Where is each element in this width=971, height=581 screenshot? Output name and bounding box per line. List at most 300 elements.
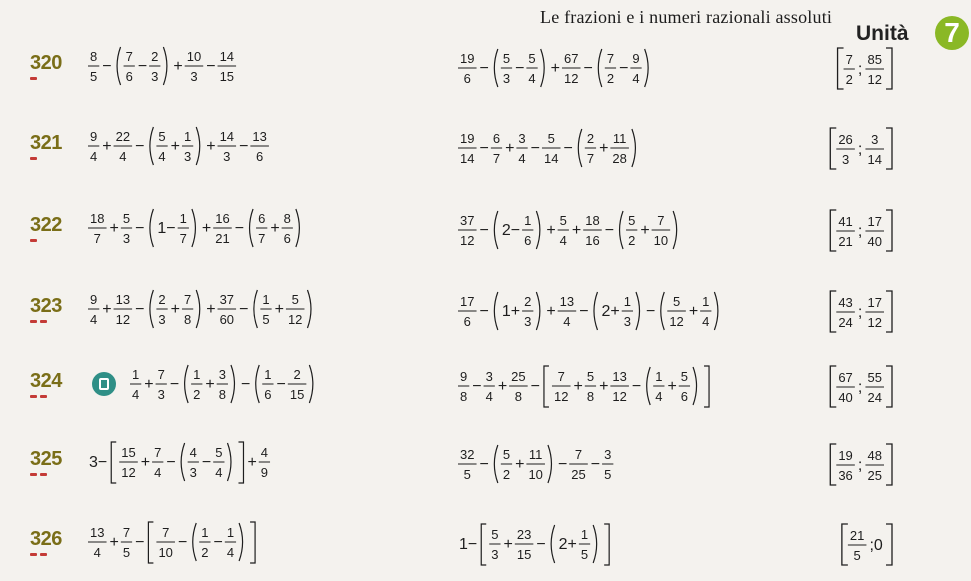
expr-a-fraction xyxy=(178,211,189,246)
close-paren xyxy=(693,367,697,405)
numerator: 2 xyxy=(293,367,301,382)
open-paren xyxy=(594,292,598,330)
denominator: 24 xyxy=(867,390,882,405)
numerator: 3 xyxy=(485,369,493,384)
close-bracket xyxy=(250,522,255,563)
expr-b-fraction xyxy=(585,131,596,166)
denominator: 21 xyxy=(215,231,230,246)
open-paren xyxy=(250,209,254,247)
close-paren xyxy=(645,49,649,87)
numerator: 5 xyxy=(215,445,223,460)
operator: + xyxy=(109,220,119,237)
expression-b xyxy=(458,445,613,483)
numerator: 2 xyxy=(151,49,159,64)
expr-a-fraction xyxy=(130,367,141,402)
exercise-326 xyxy=(88,522,892,565)
close-paren xyxy=(536,211,540,249)
denominator: 5 xyxy=(853,548,861,563)
open-paren xyxy=(620,211,624,249)
expr-a-fraction xyxy=(199,525,210,560)
denominator: 5 xyxy=(604,467,612,482)
numerator: 19 xyxy=(460,131,475,146)
denominator: 3 xyxy=(502,71,511,86)
denominator: 25 xyxy=(571,467,586,482)
numerator: 2 xyxy=(524,294,532,309)
numerator: 1 xyxy=(183,129,192,144)
operator: − xyxy=(234,220,245,237)
close-paren xyxy=(192,209,196,247)
denominator: 7 xyxy=(93,231,101,246)
answer-fraction xyxy=(865,132,884,167)
operator: ; xyxy=(857,304,863,321)
denominator: 5 xyxy=(463,467,471,482)
answer-fraction xyxy=(865,448,884,483)
numerator: 13 xyxy=(559,294,575,309)
denominator: 12 xyxy=(287,312,303,327)
expr-a-fraction xyxy=(218,129,237,164)
numerator: 9 xyxy=(632,51,640,66)
numerator: 4 xyxy=(189,445,197,460)
numerator: 8 xyxy=(283,211,291,226)
answer-fraction xyxy=(836,214,855,249)
operator: − xyxy=(530,378,541,395)
denominator: 3 xyxy=(122,231,131,246)
expr-a-fraction xyxy=(213,445,224,480)
operator: − xyxy=(201,454,212,471)
numerator: 13 xyxy=(612,369,627,384)
expr-b-fraction xyxy=(458,294,477,329)
operator: + xyxy=(173,58,183,75)
answer-open-bracket xyxy=(830,444,836,485)
numerator: 19 xyxy=(460,51,475,66)
operator: 3− xyxy=(89,454,108,471)
numerator: 3 xyxy=(218,367,226,382)
expr-b-fraction xyxy=(626,213,637,248)
denominator: 4 xyxy=(632,71,640,86)
expr-b-fraction xyxy=(489,527,500,562)
expr-a-fraction xyxy=(152,445,163,480)
numerator: 2 xyxy=(586,131,595,146)
operator: − xyxy=(619,60,629,77)
numerator: 6 xyxy=(258,211,266,226)
numerator: 85 xyxy=(867,52,882,67)
operator: − xyxy=(515,60,525,77)
denominator: 4 xyxy=(90,312,98,327)
numerator: 19 xyxy=(838,448,853,463)
denominator: 9 xyxy=(260,465,269,480)
expr-a-fraction xyxy=(156,525,175,560)
expr-a-fraction xyxy=(156,129,167,164)
exercise-323 xyxy=(88,290,892,332)
expr-b-fraction xyxy=(542,131,561,166)
chapter-title: Le frazioni e i numeri razionali assoluti xyxy=(540,7,833,27)
expr-a-fraction xyxy=(182,292,193,327)
denominator: 10 xyxy=(158,545,173,560)
operator: + xyxy=(270,220,280,237)
denominator: 4 xyxy=(702,314,710,329)
answer xyxy=(830,366,892,407)
exercise-number: 324 xyxy=(30,370,62,392)
numerator: 37 xyxy=(460,213,475,228)
numerator: 5 xyxy=(680,369,689,384)
denominator: 40 xyxy=(867,234,882,249)
denominator: 7 xyxy=(258,231,266,246)
numerator: 14 xyxy=(219,49,235,64)
open-paren xyxy=(185,365,189,403)
numerator: 5 xyxy=(502,51,511,66)
numerator: 26 xyxy=(838,132,853,147)
answer-fraction xyxy=(865,295,884,330)
expr-b-fraction xyxy=(610,369,629,404)
answer-open-bracket xyxy=(830,366,836,407)
exercise-number: 325 xyxy=(30,448,62,470)
denominator: 3 xyxy=(158,312,166,327)
denominator: 12 xyxy=(669,314,684,329)
expr-a-fraction xyxy=(114,129,133,164)
expr-b-fraction xyxy=(569,447,588,482)
denominator: 8 xyxy=(460,389,468,404)
operator: + xyxy=(599,140,609,157)
numerator: 67 xyxy=(564,51,579,66)
denominator: 4 xyxy=(528,71,536,86)
numerator: 7 xyxy=(157,367,165,382)
operator: − xyxy=(135,220,145,237)
answer xyxy=(830,291,892,332)
expr-b-fraction xyxy=(458,213,477,248)
denominator: 3 xyxy=(841,152,850,167)
expr-a-fraction xyxy=(256,211,267,246)
exercise-321 xyxy=(88,127,892,169)
close-bracket xyxy=(604,524,609,565)
numerator: 5 xyxy=(628,213,636,228)
denominator: 6 xyxy=(524,233,532,248)
denominator: 4 xyxy=(119,149,127,164)
denominator: 6 xyxy=(680,389,689,404)
expr-b-fraction xyxy=(602,447,613,482)
numerator: 21 xyxy=(849,528,865,543)
numerator: 67 xyxy=(838,370,853,385)
expression-a xyxy=(88,127,269,165)
operator: + xyxy=(274,301,284,318)
denominator: 4 xyxy=(559,233,567,248)
operator: + xyxy=(497,378,508,395)
open-bracket xyxy=(481,524,486,565)
close-paren xyxy=(541,49,545,87)
answer xyxy=(830,210,892,251)
operator: − xyxy=(240,376,251,393)
expr-b-fraction xyxy=(501,51,512,86)
numerator: 1 xyxy=(623,294,631,309)
operator: + xyxy=(546,303,556,320)
operator: + xyxy=(170,301,181,318)
expression-b xyxy=(458,292,718,330)
operator: + xyxy=(667,378,677,395)
numerator: 18 xyxy=(90,211,105,226)
denominator: 5 xyxy=(122,545,131,560)
answer-fraction xyxy=(836,370,855,405)
operator: − xyxy=(137,58,148,75)
operator: − xyxy=(563,140,573,157)
numerator: 4 xyxy=(260,445,269,460)
expression-b xyxy=(459,524,609,565)
open-paren xyxy=(494,49,498,87)
operator: − xyxy=(479,60,489,77)
denominator: 7 xyxy=(492,151,501,166)
expr-b-fraction xyxy=(583,213,602,248)
unit-label: Unità xyxy=(856,22,909,45)
operator: + xyxy=(102,138,112,155)
denominator: 5 xyxy=(262,312,270,327)
close-paren xyxy=(163,47,167,85)
denominator: 24 xyxy=(838,315,853,330)
operator: − xyxy=(479,456,489,473)
denominator: 12 xyxy=(564,71,579,86)
expr-a-fraction xyxy=(121,525,132,560)
operator: + xyxy=(201,220,212,237)
numerator: 25 xyxy=(511,369,526,384)
expr-b-fraction xyxy=(700,294,711,329)
close-paren xyxy=(296,209,300,247)
denominator: 3 xyxy=(189,465,197,480)
answer-close-bracket xyxy=(886,291,892,332)
operator: + xyxy=(102,301,112,318)
operator: − xyxy=(177,534,188,551)
denominator: 4 xyxy=(132,387,140,402)
denominator: 2 xyxy=(201,545,209,560)
answer-fraction xyxy=(836,448,855,483)
numerator: 7 xyxy=(657,213,665,228)
denominator: 10 xyxy=(528,467,543,482)
denominator: 2 xyxy=(845,72,853,87)
operator: 2+ xyxy=(558,536,577,553)
expression-a xyxy=(89,442,270,483)
numerator: 2 xyxy=(158,292,166,307)
expr-a-fraction xyxy=(156,367,167,402)
expr-a-fraction xyxy=(119,445,138,480)
numerator: 13 xyxy=(252,129,267,144)
expr-a-fraction xyxy=(88,292,99,327)
numerator: 18 xyxy=(585,213,600,228)
operator: − xyxy=(557,456,568,473)
denominator: 3 xyxy=(491,547,499,562)
expr-a-fraction xyxy=(213,211,232,246)
numerator: 23 xyxy=(516,527,532,542)
expr-a-fraction xyxy=(88,525,107,560)
open-bracket xyxy=(111,442,116,483)
answer-close-bracket xyxy=(886,444,892,485)
denominator: 14 xyxy=(867,152,882,167)
expr-b-fraction xyxy=(630,51,641,86)
operator: − xyxy=(135,138,145,155)
operator: − xyxy=(479,222,489,239)
denominator: 25 xyxy=(867,468,882,483)
unit-number-badge: 7 xyxy=(935,16,969,50)
numerator: 1 xyxy=(702,294,710,309)
operator: + xyxy=(206,301,216,318)
open-bracket xyxy=(544,366,549,407)
denominator: 4 xyxy=(563,314,571,329)
close-paren xyxy=(714,292,718,330)
numerator: 41 xyxy=(838,214,853,229)
expr-b-fraction xyxy=(679,369,690,404)
expr-a-fraction xyxy=(149,49,160,84)
expr-b-fraction xyxy=(516,131,527,166)
denominator: 3 xyxy=(151,69,159,84)
answer-open-bracket xyxy=(830,291,836,332)
numerator: 5 xyxy=(158,129,166,144)
denominator: 14 xyxy=(544,151,559,166)
operator: − xyxy=(590,456,601,473)
close-paren xyxy=(636,292,640,330)
expr-b-fraction xyxy=(552,369,571,404)
denominator: 5 xyxy=(90,69,98,84)
operator: ; xyxy=(857,457,863,474)
exercise-320 xyxy=(88,47,892,89)
operator: − xyxy=(166,454,176,471)
denominator: 6 xyxy=(463,71,471,86)
expr-b-fraction xyxy=(653,369,664,404)
expr-a-fraction xyxy=(88,211,107,246)
numerator: 11 xyxy=(528,447,543,462)
open-paren xyxy=(181,443,185,481)
denominator: 21 xyxy=(838,234,853,249)
expr-a-fraction xyxy=(260,292,271,327)
open-paren xyxy=(598,49,602,87)
operator: − xyxy=(579,303,589,320)
answer-close-bracket xyxy=(886,524,892,565)
close-paren xyxy=(536,292,540,330)
expression-a xyxy=(88,47,236,85)
open-paren xyxy=(150,127,154,165)
expression-a xyxy=(88,209,299,247)
denominator: 2 xyxy=(628,233,636,248)
denominator: 3 xyxy=(223,149,231,164)
answer xyxy=(830,128,892,169)
numerator: 17 xyxy=(460,294,475,309)
numerator: 9 xyxy=(460,369,468,384)
denominator: 6 xyxy=(463,314,471,329)
denominator: 5 xyxy=(580,547,589,562)
numerator: 7 xyxy=(162,525,170,540)
numerator: 5 xyxy=(122,211,131,226)
close-paren xyxy=(309,365,313,403)
numerator: 7 xyxy=(574,447,583,462)
close-paren xyxy=(673,211,677,249)
operator: − xyxy=(213,534,223,551)
operator: + xyxy=(546,222,556,239)
exercise-325 xyxy=(89,442,892,485)
operator: ; xyxy=(857,223,863,240)
denominator: 3 xyxy=(183,149,192,164)
denominator: 3 xyxy=(157,387,165,402)
denominator: 12 xyxy=(867,315,882,330)
denominator: 16 xyxy=(585,233,600,248)
answer xyxy=(830,444,892,485)
operator: − xyxy=(276,376,286,393)
answer-close-bracket xyxy=(886,210,892,251)
expr-a-fraction xyxy=(114,292,133,327)
operator: − xyxy=(135,534,145,551)
expr-a-fraction xyxy=(88,129,99,164)
numerator: 15 xyxy=(121,445,136,460)
numerator: 5 xyxy=(491,527,499,542)
expr-b-fraction xyxy=(509,369,528,404)
numerator: 11 xyxy=(612,131,627,146)
expr-a-fraction xyxy=(286,292,305,327)
denominator: 8 xyxy=(586,389,595,404)
operator: ; xyxy=(857,141,863,158)
expr-b-fraction xyxy=(515,527,534,562)
operator: ;0 xyxy=(869,537,883,554)
denominator: 40 xyxy=(838,390,853,405)
denominator: 12 xyxy=(867,72,882,87)
numerator: 17 xyxy=(867,214,882,229)
expr-a-fraction xyxy=(218,292,237,327)
numerator: 3 xyxy=(871,132,879,147)
expr-b-fraction xyxy=(526,447,545,482)
numerator: 1 xyxy=(524,213,532,228)
numerator: 7 xyxy=(845,52,853,67)
expr-b-fraction xyxy=(667,294,686,329)
numerator: 5 xyxy=(672,294,681,309)
open-paren xyxy=(150,290,154,328)
answer-fraction xyxy=(865,370,884,405)
numerator: 10 xyxy=(186,49,202,64)
numerator: 1 xyxy=(655,369,663,384)
operator: + xyxy=(550,60,561,77)
denominator: 2 xyxy=(193,387,201,402)
operator: − xyxy=(206,58,216,75)
operator: + xyxy=(688,303,699,320)
expr-b-fraction xyxy=(458,369,469,404)
numerator: 7 xyxy=(606,51,615,66)
exercise-324 xyxy=(130,365,892,407)
operator: − xyxy=(239,138,249,155)
expr-a-fraction xyxy=(217,367,228,402)
denominator: 4 xyxy=(518,151,526,166)
expr-a-fraction xyxy=(191,367,202,402)
answer-close-bracket xyxy=(886,366,892,407)
expr-a-fraction xyxy=(250,129,269,164)
expr-b-fraction xyxy=(652,213,671,248)
operator: − xyxy=(530,140,541,157)
numerator: 32 xyxy=(460,447,475,462)
expr-a-fraction xyxy=(185,49,204,84)
numerator: 16 xyxy=(215,211,230,226)
expr-b-fraction xyxy=(491,131,502,166)
numerator: 9 xyxy=(90,292,98,307)
denominator: 7 xyxy=(179,231,187,246)
expr-b-fraction xyxy=(458,447,477,482)
open-paren xyxy=(578,129,582,167)
numerator: 9 xyxy=(90,129,98,144)
answer-fraction xyxy=(836,132,855,167)
denominator: 8 xyxy=(514,389,523,404)
denominator: 4 xyxy=(158,149,166,164)
operator: + xyxy=(109,534,119,551)
numerator: 5 xyxy=(502,447,511,462)
numerator: 1 xyxy=(264,367,272,382)
expr-b-fraction xyxy=(585,369,596,404)
answer-close-bracket xyxy=(886,128,892,169)
operator: + xyxy=(503,536,513,553)
expr-a-fraction xyxy=(124,49,135,84)
denominator: 6 xyxy=(256,149,264,164)
expr-a-fraction xyxy=(288,367,307,402)
expr-b-fraction xyxy=(562,51,581,86)
open-paren xyxy=(494,445,498,483)
numerator: 8 xyxy=(90,49,98,64)
